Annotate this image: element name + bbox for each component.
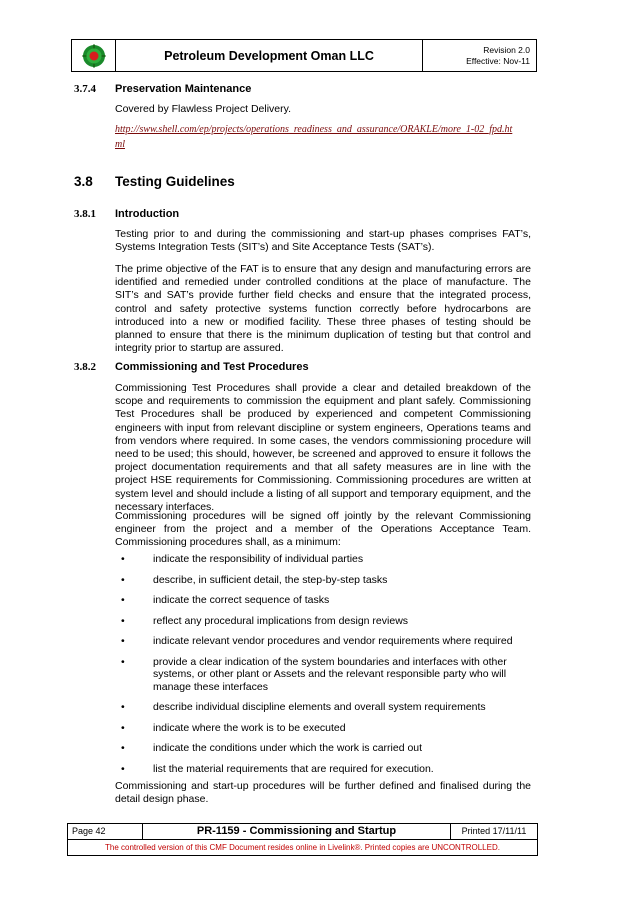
list-item <box>115 763 531 776</box>
paragraph: Testing prior to and during the commissioning and start-up phases comprises FAT’s, Systems Integration Tests (SIT’s) and Site Acceptance Tests (SAT’s). <box>115 228 531 254</box>
page-number: Page 42 <box>68 824 143 839</box>
list-item-text: indicate the responsibility of individual parties <box>153 553 364 565</box>
section-number: 3.7.4 <box>74 83 96 95</box>
paragraph: Commissioning Test Procedures shall provide a clear and detailed breakdown of the scope and requirements to commission the equipment and plant safely. Commissioning Test Procedures shall be produced by experienced and competent Commissioning engineers with input from relevant discipline or system engineers, Operations teams and from vendors where required. In some cases, the vendors commissioning procedure will need to be used; this should, however, be screened and approved to ensure it follows the project documentation requirements and that all safety measures are in line with the project HSE requirements for Commissioning. Commissioning procedures are written at system level and should include a listing of all support and temporary equipment, and the necessary interfaces. <box>115 382 531 513</box>
bullet-icon: • <box>121 553 125 565</box>
list-item <box>115 574 531 587</box>
bullet-icon: • <box>121 594 125 606</box>
bullet-icon: • <box>121 721 125 734</box>
company-name: Petroleum Development Oman LLC <box>164 48 374 63</box>
paragraph: Covered by Flawless Project Delivery. <box>115 103 292 115</box>
list-item-text: indicate where the work is to be executed <box>153 721 346 734</box>
footer-row <box>68 824 537 840</box>
paragraph: The prime objective of the FAT is to ensure that any design and manufacturing errors are identified and remedied under controlled conditions at the place of manufacture. The SIT’s and SAT’s provide further field checks and ensure that the integrated process, control and safety protective systems function correctly before hydrocarbons are introduced into a new or modified facility. These three phases of testing should be planned to ensure that there is the minimum duplication of testing but that control and integrity prior to startup are assured. <box>115 263 531 355</box>
page-header <box>71 39 537 72</box>
bullet-icon: • <box>121 635 125 647</box>
reference-link[interactable]: http://sww.shell.com/ep/projects/operations_readiness_and_assurance/ORAKLE/more_1-02_fpd.html <box>115 124 513 150</box>
revision-block <box>422 40 536 71</box>
printed-date: Printed 17/11/11 <box>450 824 537 839</box>
bullet-icon: • <box>121 573 125 586</box>
list-item <box>115 615 531 628</box>
list-item-text: describe individual discipline elements and overall system requirements <box>153 701 486 713</box>
effective-date: Effective: Nov-11 <box>466 55 530 66</box>
page-footer <box>67 823 538 856</box>
bullet-icon: • <box>121 614 125 627</box>
list-item-text: indicate relevant vendor procedures and vendor requirements where required <box>153 635 513 647</box>
requirements-list <box>115 553 531 783</box>
list-item-text: list the material requirements that are required for execution. <box>153 762 434 775</box>
list-item <box>115 635 531 648</box>
list-item-text: reflect any procedural implications from design reviews <box>153 614 409 627</box>
list-item <box>115 594 531 607</box>
section-number: 3.8 <box>74 174 93 189</box>
list-item-text: indicate the conditions under which the work is carried out <box>153 742 423 754</box>
list-item <box>115 701 531 714</box>
controlled-copy-notice: The controlled version of this CMF Document resides online in Livelink®. Printed copies are UNCONTROLLED. <box>105 843 500 852</box>
list-item <box>115 722 531 735</box>
bullet-icon: • <box>121 762 125 775</box>
bullet-icon: • <box>121 655 125 668</box>
logo-cell <box>72 40 116 71</box>
bullet-icon: • <box>121 701 125 713</box>
section-number: 3.8.2 <box>74 361 96 373</box>
document-title: PR-1159 - Commissioning and Startup <box>196 825 397 837</box>
revision-label: Revision 2.0 <box>483 44 530 55</box>
section-title: Introduction <box>115 208 180 220</box>
section-title: Commissioning and Test Procedures <box>115 361 309 373</box>
bullet-icon: • <box>121 742 125 754</box>
pdo-logo-icon <box>82 44 106 68</box>
list-item-text: indicate the correct sequence of tasks <box>153 594 330 606</box>
paragraph: Commissioning and start-up procedures will be further defined and finalised during the detail design phase. <box>115 780 531 806</box>
section-title: Preservation Maintenance <box>115 83 252 95</box>
paragraph: Commissioning procedures will be signed off jointly by the relevant Commissioning engineer from the project and a member of the Operations Acceptance Team. Commissioning procedures shall, as a minimum: <box>115 510 531 549</box>
list-item-text: describe, in sufficient detail, the step-by-step tasks <box>153 573 388 586</box>
list-item <box>115 656 531 694</box>
section-heading: Testing Guidelines <box>115 174 235 189</box>
list-item <box>115 553 531 566</box>
list-item-text: provide a clear indication of the system boundaries and interfaces with other systems, or other plant or Assets and the relevant responsible party who will manage these interfaces <box>153 655 507 693</box>
section-number: 3.8.1 <box>74 208 96 220</box>
list-item <box>115 742 531 755</box>
